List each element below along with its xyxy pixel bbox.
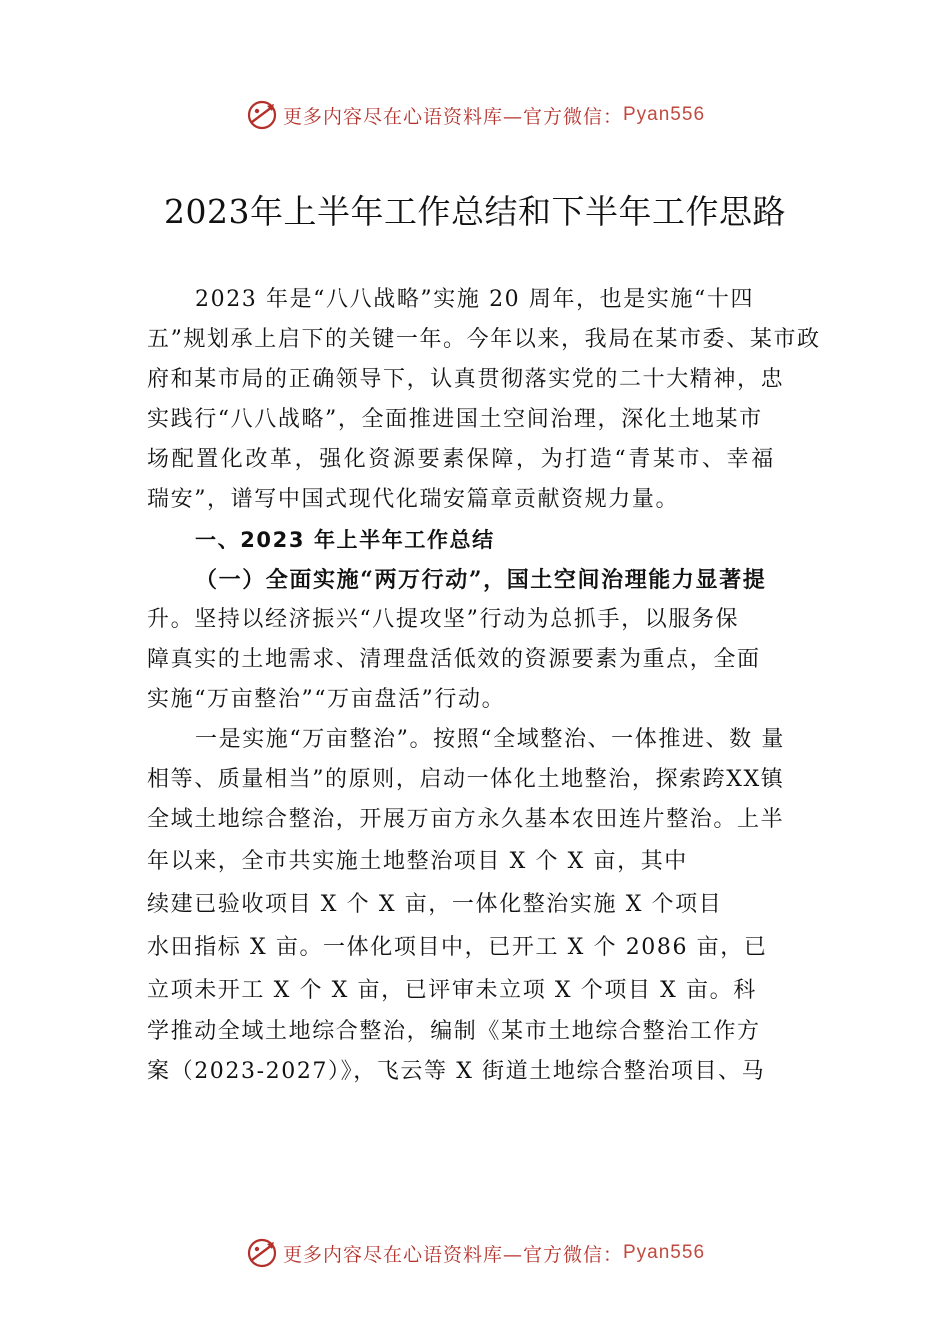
watermark-text: 更多内容尽在心语资料库—官方微信： — [282, 105, 623, 128]
watermark-wechat-id: Pyan556 — [623, 104, 706, 125]
text-line: 立项未开工 X 个 X 亩，已评审未立项 X 个项目 X 亩。科 — [147, 978, 757, 1003]
document-title: 2023年上半年工作总结和下半年工作思路 — [164, 192, 786, 231]
text-line: 场配置化改革，强化资源要素保障，为打造“青某市、幸福 — [147, 447, 776, 472]
text-line: 实施“万亩整治”“万亩盘活”行动。 — [147, 687, 506, 712]
text-line: 水田指标 X 亩。一体化项目中，已开工 X 个 2086 亩，已 — [147, 935, 768, 960]
subsection-heading: （一）全面实施“两万行动”，国土空间治理能力显著提 — [195, 567, 767, 593]
text-line: 相等、质量相当”的原则，启动一体化土地整治，探索跨XX镇 — [147, 767, 785, 792]
watermark-header — [0, 98, 950, 132]
text-line: 年以来，全市共实施土地整治项目 X 个 X 亩，其中 — [147, 849, 688, 874]
text-line: 一是实施“万亩整治”。按照“全域整治、一体推进、数 量 — [195, 727, 785, 752]
text-line: 全域土地综合整治，开展万亩方永久基本农田连片整治。上半 — [147, 807, 785, 832]
text-line: 续建已验收项目 X 个 X 亩，一体化整治实施 X 个项目 — [147, 892, 723, 917]
document-body — [147, 280, 837, 1092]
watermark-text: 更多内容尽在心语资料库—官方微信： — [282, 1243, 623, 1266]
watermark-wechat-id: Pyan556 — [623, 1242, 706, 1263]
text-line: 府和某市局的正确领导下，认真贯彻落实党的二十大精神，忠 — [147, 367, 785, 392]
text-line: 升。坚持以经济振兴“八提攻坚”行动为总抓手，以服务保 — [147, 607, 740, 632]
logo-icon — [245, 1236, 279, 1270]
text-line: 障真实的土地需求、清理盘活低效的资源要素为重点，全面 — [147, 647, 761, 672]
text-line: 五”规划承上启下的关键一年。今年以来，我局在某市委、某市政 — [147, 327, 821, 352]
section-heading: 一、2023 年上半年工作总结 — [195, 528, 495, 552]
text-line: 瑞安”，谱写中国式现代化瑞安篇章贡献资规力量。 — [147, 487, 680, 512]
text-line: 2023 年是“八八战略”实施 20 周年，也是实施“十四 — [195, 287, 755, 312]
text-line: 学推动全域土地综合整治，编制《某市土地综合整治工作方 — [147, 1019, 761, 1044]
watermark-footer — [0, 1236, 950, 1270]
text-line: 案（2023-2027）》，飞云等 X 街道土地综合整治项目、马 — [147, 1059, 766, 1084]
text-line: 实践行“八八战略”，全面推进国土空间治理，深化土地某市 — [147, 407, 763, 432]
logo-icon — [245, 98, 279, 132]
